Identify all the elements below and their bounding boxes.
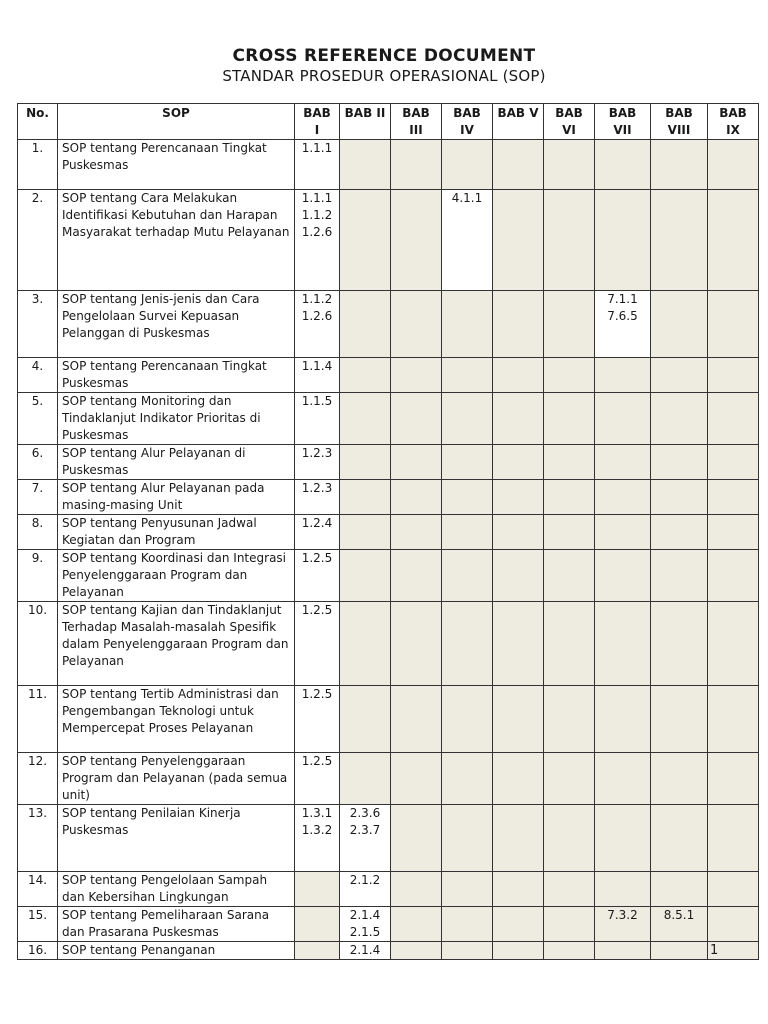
bab-2-cell: [340, 190, 391, 291]
bab-4-cell: [442, 291, 493, 358]
bab-1-cell: [295, 358, 340, 393]
bab-2-cell: [340, 480, 391, 515]
table-body: [18, 140, 759, 960]
bab-3-cell: [391, 291, 442, 358]
bab-6-cell: [544, 872, 595, 907]
reference-code: 2.3.7: [349, 823, 381, 837]
reference-code: 1.2.6: [301, 225, 333, 239]
reference-code: 8.5.1: [663, 908, 695, 922]
bab-7-cell: [595, 515, 651, 550]
bab-4-cell: [442, 550, 493, 602]
row-number: 11.: [18, 686, 58, 753]
sop-title: SOP tentang Penilaian Kinerja Puskesmas: [58, 805, 295, 872]
sop-title: SOP tentang Monitoring dan Tindaklanjut Indikator Prioritas di Puskesmas: [58, 393, 295, 445]
bab-7-cell: [595, 942, 651, 960]
bab-8-cell: [651, 515, 708, 550]
bab-1-cell: [295, 393, 340, 445]
row-number: 10.: [18, 602, 58, 686]
bab-6-cell: [544, 445, 595, 480]
bab-1-cell: [295, 602, 340, 686]
bab-9-cell: [708, 480, 759, 515]
bab-2-cell: [340, 515, 391, 550]
reference-code: 1.2.6: [301, 309, 333, 323]
bab-7-cell: [595, 602, 651, 686]
sop-title: SOP tentang Penanganan: [58, 942, 295, 960]
bab-8-cell: [651, 753, 708, 805]
bab-7-cell: [595, 907, 651, 942]
table-row: [18, 942, 759, 960]
column-header-bab-3: BAB III: [391, 104, 442, 140]
bab-9-cell: [708, 805, 759, 872]
column-header-bab-8: BAB VIII: [651, 104, 708, 140]
reference-code: 1.3.2: [301, 823, 333, 837]
bab-1-cell: [295, 515, 340, 550]
row-number: 3.: [18, 291, 58, 358]
reference-code: 1.2.3: [301, 481, 333, 495]
bab-8-cell: [651, 140, 708, 190]
bab-3-cell: [391, 480, 442, 515]
bab-2-cell: [340, 358, 391, 393]
row-number: 8.: [18, 515, 58, 550]
bab-1-cell: [295, 480, 340, 515]
bab-9-cell: [708, 140, 759, 190]
bab-2-cell: [340, 753, 391, 805]
bab-4-cell: [442, 907, 493, 942]
bab-5-cell: [493, 805, 544, 872]
sop-title: SOP tentang Kajian dan Tindaklanjut Terhadap Masalah-masalah Spesifik dalam Penyelenggaraan Program dan Pelayanan: [58, 602, 295, 686]
sop-title: SOP tentang Cara Melakukan Identifikasi Kebutuhan dan Harapan Masyarakat terhadap Mutu Pelayanan: [58, 190, 295, 291]
bab-6-cell: [544, 550, 595, 602]
row-number: 6.: [18, 445, 58, 480]
reference-code: 1.1.2: [301, 292, 333, 306]
bab-9-cell: [708, 291, 759, 358]
bab-6-cell: [544, 942, 595, 960]
bab-7-cell: [595, 872, 651, 907]
bab-5-cell: [493, 190, 544, 291]
sop-title: SOP tentang Perencanaan Tingkat Puskesmas: [58, 140, 295, 190]
bab-6-cell: [544, 805, 595, 872]
table-row: [18, 291, 759, 358]
bab-5-cell: [493, 942, 544, 960]
bab-5-cell: [493, 291, 544, 358]
bab-3-cell: [391, 872, 442, 907]
bab-7-cell: [595, 190, 651, 291]
bab-9-cell: [708, 753, 759, 805]
reference-code: 1.3.1: [301, 806, 333, 820]
bab-2-cell: [340, 550, 391, 602]
bab-9-cell: [708, 686, 759, 753]
bab-2-cell: [340, 686, 391, 753]
reference-code: 4.1.1: [451, 191, 483, 205]
bab-1-cell: [295, 445, 340, 480]
bab-7-cell: [595, 805, 651, 872]
column-header-no: No.: [18, 104, 58, 140]
bab-5-cell: [493, 602, 544, 686]
bab-8-cell: [651, 445, 708, 480]
bab-5-cell: [493, 480, 544, 515]
bab-3-cell: [391, 753, 442, 805]
bab-3-cell: [391, 805, 442, 872]
bab-4-cell: [442, 358, 493, 393]
table-row: [18, 602, 759, 686]
bab-4-cell: [442, 942, 493, 960]
row-number: 12.: [18, 753, 58, 805]
bab-7-cell: [595, 550, 651, 602]
reference-code: 1.2.5: [301, 687, 333, 701]
column-header-bab-4: BAB IV: [442, 104, 493, 140]
column-header-bab-1: BAB I: [295, 104, 340, 140]
bab-6-cell: [544, 480, 595, 515]
column-header-bab-6: BAB VI: [544, 104, 595, 140]
row-number: 15.: [18, 907, 58, 942]
bab-4-cell: [442, 686, 493, 753]
sop-title: SOP tentang Penyelenggaraan Program dan Pelayanan (pada semua unit): [58, 753, 295, 805]
bab-6-cell: [544, 602, 595, 686]
bab-7-cell: [595, 358, 651, 393]
row-number: 14.: [18, 872, 58, 907]
bab-2-cell: [340, 393, 391, 445]
row-number: 13.: [18, 805, 58, 872]
bab-5-cell: [493, 140, 544, 190]
table-row: [18, 515, 759, 550]
column-header-sop: SOP: [58, 104, 295, 140]
bab-6-cell: [544, 140, 595, 190]
bab-4-cell: [442, 753, 493, 805]
column-header-bab-7: BAB VII: [595, 104, 651, 140]
sop-title: SOP tentang Pengelolaan Sampah dan Kebersihan Lingkungan: [58, 872, 295, 907]
bab-3-cell: [391, 515, 442, 550]
row-number: 5.: [18, 393, 58, 445]
bab-9-cell: [708, 907, 759, 942]
bab-5-cell: [493, 686, 544, 753]
bab-1-cell: [295, 550, 340, 602]
bab-8-cell: [651, 550, 708, 602]
bab-8-cell: [651, 907, 708, 942]
table-row: [18, 907, 759, 942]
bab-5-cell: [493, 393, 544, 445]
reference-code: 1.2.3: [301, 446, 333, 460]
page-number: 1: [710, 943, 719, 958]
table-row: [18, 686, 759, 753]
reference-code: 2.3.6: [349, 806, 381, 820]
bab-3-cell: [391, 358, 442, 393]
bab-6-cell: [544, 907, 595, 942]
reference-code: 1.2.5: [301, 551, 333, 565]
bab-4-cell: [442, 393, 493, 445]
bab-4-cell: [442, 515, 493, 550]
bab-3-cell: [391, 942, 442, 960]
table-row: [18, 480, 759, 515]
table-row: [18, 550, 759, 602]
bab-8-cell: [651, 480, 708, 515]
bab-5-cell: [493, 550, 544, 602]
bab-1-cell: [295, 805, 340, 872]
bab-4-cell: [442, 805, 493, 872]
reference-code: 1.2.5: [301, 603, 333, 617]
sop-title: SOP tentang Tertib Administrasi dan Pengembangan Teknologi untuk Mempercepat Proses Pelayanan: [58, 686, 295, 753]
table-row: [18, 872, 759, 907]
bab-1-cell: [295, 140, 340, 190]
sop-title: SOP tentang Alur Pelayanan di Puskesmas: [58, 445, 295, 480]
row-number: 16.: [18, 942, 58, 960]
sop-title: SOP tentang Penyusunan Jadwal Kegiatan dan Program: [58, 515, 295, 550]
bab-8-cell: [651, 291, 708, 358]
bab-7-cell: [595, 753, 651, 805]
bab-8-cell: [651, 872, 708, 907]
bab-9-cell: [708, 190, 759, 291]
reference-code: 2.1.4: [349, 908, 381, 922]
table-row: [18, 358, 759, 393]
bab-7-cell: [595, 480, 651, 515]
bab-6-cell: [544, 393, 595, 445]
bab-8-cell: [651, 686, 708, 753]
bab-9-cell: [708, 550, 759, 602]
bab-3-cell: [391, 550, 442, 602]
bab-9-cell: [708, 358, 759, 393]
bab-3-cell: [391, 445, 442, 480]
bab-3-cell: [391, 393, 442, 445]
bab-2-cell: [340, 445, 391, 480]
bab-4-cell: [442, 480, 493, 515]
bab-6-cell: [544, 515, 595, 550]
bab-4-cell: [442, 445, 493, 480]
reference-code: 2.1.2: [349, 873, 381, 887]
reference-code: 2.1.5: [349, 925, 381, 939]
row-number: 4.: [18, 358, 58, 393]
bab-4-cell: [442, 872, 493, 907]
table-row: [18, 140, 759, 190]
bab-9-cell: [708, 602, 759, 686]
bab-5-cell: [493, 445, 544, 480]
bab-9-cell: [708, 872, 759, 907]
table-row: [18, 445, 759, 480]
bab-3-cell: [391, 686, 442, 753]
sop-title: SOP tentang Alur Pelayanan pada masing-masing Unit: [58, 480, 295, 515]
column-header-bab-2: BAB II: [340, 104, 391, 140]
bab-6-cell: [544, 190, 595, 291]
bab-5-cell: [493, 515, 544, 550]
table-header-row: [18, 104, 759, 140]
bab-2-cell: [340, 872, 391, 907]
bab-2-cell: [340, 805, 391, 872]
row-number: 9.: [18, 550, 58, 602]
row-number: 7.: [18, 480, 58, 515]
bab-6-cell: [544, 358, 595, 393]
table-row: [18, 753, 759, 805]
bab-9-cell: [708, 515, 759, 550]
bab-3-cell: [391, 907, 442, 942]
bab-8-cell: [651, 942, 708, 960]
bab-9-cell: [708, 393, 759, 445]
bab-3-cell: [391, 602, 442, 686]
bab-1-cell: [295, 753, 340, 805]
bab-2-cell: [340, 942, 391, 960]
bab-1-cell: [295, 291, 340, 358]
bab-3-cell: [391, 190, 442, 291]
bab-6-cell: [544, 753, 595, 805]
bab-6-cell: [544, 291, 595, 358]
table-row: [18, 805, 759, 872]
bab-2-cell: [340, 291, 391, 358]
bab-7-cell: [595, 393, 651, 445]
reference-code: 7.1.1: [607, 292, 638, 306]
reference-code: 1.2.5: [301, 754, 333, 768]
bab-4-cell: [442, 140, 493, 190]
reference-code: 1.1.4: [301, 359, 333, 373]
column-header-bab-5: BAB V: [493, 104, 544, 140]
bab-4-cell: [442, 190, 493, 291]
column-header-bab-9: BAB IX: [708, 104, 759, 140]
document-title: CROSS REFERENCE DOCUMENT: [232, 46, 536, 66]
sop-title: SOP tentang Pemeliharaan Sarana dan Prasarana Puskesmas: [58, 907, 295, 942]
bab-8-cell: [651, 602, 708, 686]
bab-1-cell: [295, 872, 340, 907]
bab-5-cell: [493, 358, 544, 393]
table-row: [18, 190, 759, 291]
bab-5-cell: [493, 872, 544, 907]
bab-5-cell: [493, 753, 544, 805]
reference-code: 7.3.2: [607, 908, 638, 922]
bab-2-cell: [340, 140, 391, 190]
bab-5-cell: [493, 907, 544, 942]
reference-code: 1.1.1: [301, 141, 333, 155]
cross-reference-table: [17, 103, 759, 960]
row-number: 2.: [18, 190, 58, 291]
bab-7-cell: [595, 445, 651, 480]
bab-7-cell: [595, 291, 651, 358]
reference-code: 1.2.4: [301, 516, 333, 530]
row-number: 1.: [18, 140, 58, 190]
reference-code: 7.6.5: [607, 309, 638, 323]
bab-8-cell: [651, 358, 708, 393]
bab-2-cell: [340, 907, 391, 942]
bab-9-cell: [708, 445, 759, 480]
reference-code: 2.1.4: [349, 943, 381, 957]
bab-2-cell: [340, 602, 391, 686]
reference-code: 1.1.5: [301, 394, 333, 408]
bab-8-cell: [651, 805, 708, 872]
bab-1-cell: [295, 907, 340, 942]
bab-7-cell: [595, 140, 651, 190]
bab-1-cell: [295, 942, 340, 960]
bab-4-cell: [442, 602, 493, 686]
document-subtitle: STANDAR PROSEDUR OPERASIONAL (SOP): [222, 67, 546, 85]
table-row: [18, 393, 759, 445]
sop-title: SOP tentang Perencanaan Tingkat Puskesmas: [58, 358, 295, 393]
bab-6-cell: [544, 686, 595, 753]
bab-8-cell: [651, 393, 708, 445]
bab-1-cell: [295, 686, 340, 753]
sop-title: SOP tentang Koordinasi dan Integrasi Penyelenggaraan Program dan Pelayanan: [58, 550, 295, 602]
bab-3-cell: [391, 140, 442, 190]
bab-7-cell: [595, 686, 651, 753]
bab-8-cell: [651, 190, 708, 291]
reference-code: 1.1.1: [301, 191, 333, 205]
bab-1-cell: [295, 190, 340, 291]
reference-code: 1.1.2: [301, 208, 333, 222]
sop-title: SOP tentang Jenis-jenis dan Cara Pengelolaan Survei Kepuasan Pelanggan di Puskesmas: [58, 291, 295, 358]
